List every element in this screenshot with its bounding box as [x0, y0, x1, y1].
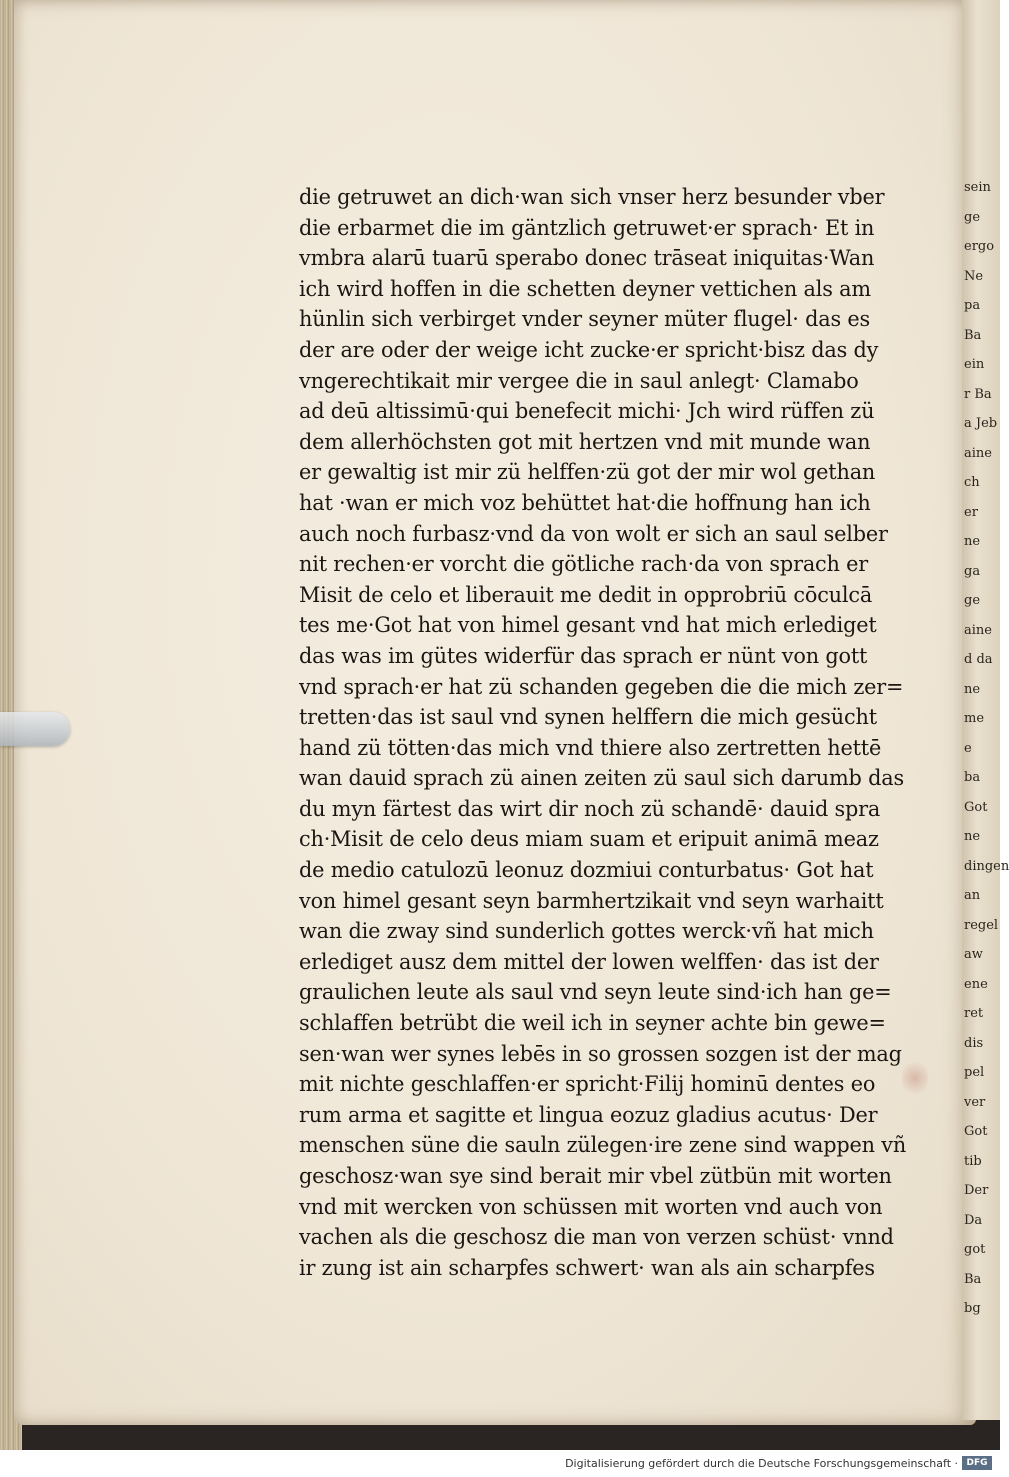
facing-page-fragment: aw — [964, 947, 983, 962]
facing-page-fragment: aine — [964, 622, 992, 638]
page-clip — [0, 712, 70, 746]
text-line: wan dauid sprach zü ainen zeiten zü saul sich darumb das — [299, 766, 904, 792]
text-line: schlaffen betrübt die weil ich in seyner achte bin gewe= — [299, 1011, 886, 1037]
text-line: vnd sprach·er hat zü schanden gegeben die die mich zer= — [299, 674, 904, 700]
facing-page-fragment: Ba — [964, 1271, 982, 1287]
text-line: der are oder der weige icht zucke·er spricht·bisz das dy — [299, 337, 879, 363]
facing-page-fragment: sein — [964, 180, 991, 195]
facing-page-fragment: Got — [964, 799, 988, 815]
text-line: tes me·Got hat von himel gesant vnd hat mich erlediget — [299, 613, 877, 639]
facing-page-fragment: ch — [964, 475, 980, 490]
text-line: sen·wan wer synes lebēs in so grossen sozgen ist der mag — [299, 1041, 902, 1067]
text-line: vmbra alarū tuarū sperabo donec trāseat iniquitas·Wan — [299, 246, 875, 272]
text-line: auch noch furbasz·vnd da von wolt er sich an saul selber — [299, 521, 888, 547]
facing-page-fragment: an — [964, 888, 981, 903]
text-line: die getruwet an dich·wan sich vnser herz besunder vber — [299, 185, 885, 210]
facing-page-fragment: ver — [964, 1094, 986, 1110]
text-line: du myn färtest das wirt dir noch zü schandē· dauid spra — [299, 796, 881, 822]
text-line: er gewaltig ist mir zü helffen·zü got der mir wol gethan — [299, 460, 876, 486]
text-line: hat ·wan er mich voz behüttet hat·die hoffnung han ich — [299, 490, 871, 516]
text-line: die erbarmet die im gäntzlich getruwet·er sprach· Et in — [299, 215, 875, 241]
digitization-footer — [0, 1450, 1000, 1477]
facing-page-fragment: ne — [964, 534, 981, 549]
facing-page-fragment: d da — [964, 652, 993, 667]
text-line: graulichen leute als saul vnd seyn leute sind·ich han ge= — [299, 980, 892, 1006]
text-line: dem allerhöchsten got mit hertzen vnd mit munde wan — [299, 429, 871, 455]
text-line: ir zung ist ain scharpfes schwert· wan als ain scharpfes — [299, 1255, 875, 1281]
text-line: rum arma et sagitte et lingua eozuz gladius acutus· Der — [299, 1102, 878, 1128]
text-line: de medio catulozū leonuz dozmiui conturbatus· Got hat — [299, 858, 874, 884]
text-line: hünlin sich verbirget vnder seyner müter flugel· das es — [299, 307, 871, 333]
facing-page-fragment: regel — [964, 917, 999, 933]
facing-page-fragment: ga — [964, 563, 981, 579]
facing-page-fragment: Ba — [964, 327, 982, 343]
paper-stain — [902, 1058, 928, 1098]
text-line: nit rechen·er vorcht die götliche rach·da von sprach er — [299, 552, 869, 578]
facing-page-fragment: dingen — [964, 858, 1009, 874]
facing-page-fragment: ne — [964, 829, 981, 844]
facing-page-fragment: Got — [964, 1124, 988, 1139]
text-line: erlediget ausz dem mittel der lowen welffen· das ist der — [299, 949, 879, 975]
facing-page-fragment: er — [964, 504, 978, 520]
text-line: das was im gütes widerfür das sprach er nünt von gott — [299, 643, 868, 669]
book-page — [14, 0, 976, 1425]
facing-page-fragment: got — [964, 1242, 986, 1257]
facing-page-fragment: me — [964, 711, 985, 726]
facing-page-fragment: ge — [964, 209, 981, 225]
facing-page-fragment: Da — [964, 1212, 983, 1228]
facing-page-fragment: ba — [964, 770, 981, 785]
facing-page-fragment: r Ba — [964, 386, 992, 402]
text-line: hand zü tötten·das mich vnd thiere also zertretten hettē — [299, 735, 882, 761]
facing-page-fragment: ene — [964, 976, 988, 992]
text-line: Misit de celo et liberauit me dedit in opprobriū cōculcā — [299, 582, 873, 608]
facing-page-fragment: Ne — [964, 268, 984, 284]
facing-page-fragment: pel — [964, 1065, 985, 1080]
facing-page-fragment: a Jeb — [964, 416, 998, 431]
text-line: wan die zway sind sunderlich gottes werck·vñ hat mich — [299, 919, 874, 945]
text-line: vngerechtikait mir vergee die in saul anlegt· Clamabo — [299, 368, 859, 394]
facing-page-edge — [962, 0, 1009, 1420]
facing-page-fragment: ne — [964, 681, 981, 697]
funding-credit: Digitalisierung gefördert durch die Deutsche Forschungsgemeinschaft · — [565, 1457, 958, 1470]
facing-page-fragment: e — [964, 740, 972, 756]
facing-page-fragment: bg — [964, 1301, 981, 1316]
text-line: ich wird hoffen in die schetten deyner vettichen als am — [299, 276, 871, 302]
text-line: mit nichte geschlaffen·er spricht·Filij hominū dentes eo — [299, 1072, 876, 1098]
facing-page-fragment: ergo — [964, 239, 995, 254]
text-line: ch·Misit de celo deus miam suam et eripuit animā meaz — [299, 827, 879, 853]
facing-page-fragment: tib — [964, 1153, 982, 1169]
facing-page-fragment: ge — [964, 593, 981, 608]
text-line: menschen süne die sauln zülegen·ire zene sind wappen vñ — [299, 1133, 907, 1159]
facing-page-fragment: dis — [964, 1035, 984, 1051]
facing-page-fragment: ret — [964, 1006, 984, 1021]
text-line: ad deū altissimū·qui benefecit michi· Jch wird rüffen zü — [299, 399, 875, 425]
incunabulum-text-block — [299, 183, 939, 1284]
facing-page-fragment: ein — [964, 357, 985, 372]
facing-page-fragment: Der — [964, 1183, 989, 1198]
facing-page-fragment: aine — [964, 445, 992, 461]
dfg-logo: DFG — [962, 1456, 992, 1470]
text-line: vnd mit wercken von schüssen mit worten vnd auch von — [299, 1194, 883, 1220]
text-line: von himel gesant seyn barmhertzikait vnd seyn warhaitt — [299, 888, 884, 914]
text-line: geschosz·wan sye sind berait mir vbel zütbün mit worten — [299, 1164, 892, 1189]
text-line: vachen als die geschosz die man von verzen schüst· vnnd — [299, 1225, 894, 1251]
text-line: tretten·das ist saul vnd synen helffern die mich gesücht — [299, 705, 877, 731]
facing-page-fragment: pa — [964, 298, 981, 313]
